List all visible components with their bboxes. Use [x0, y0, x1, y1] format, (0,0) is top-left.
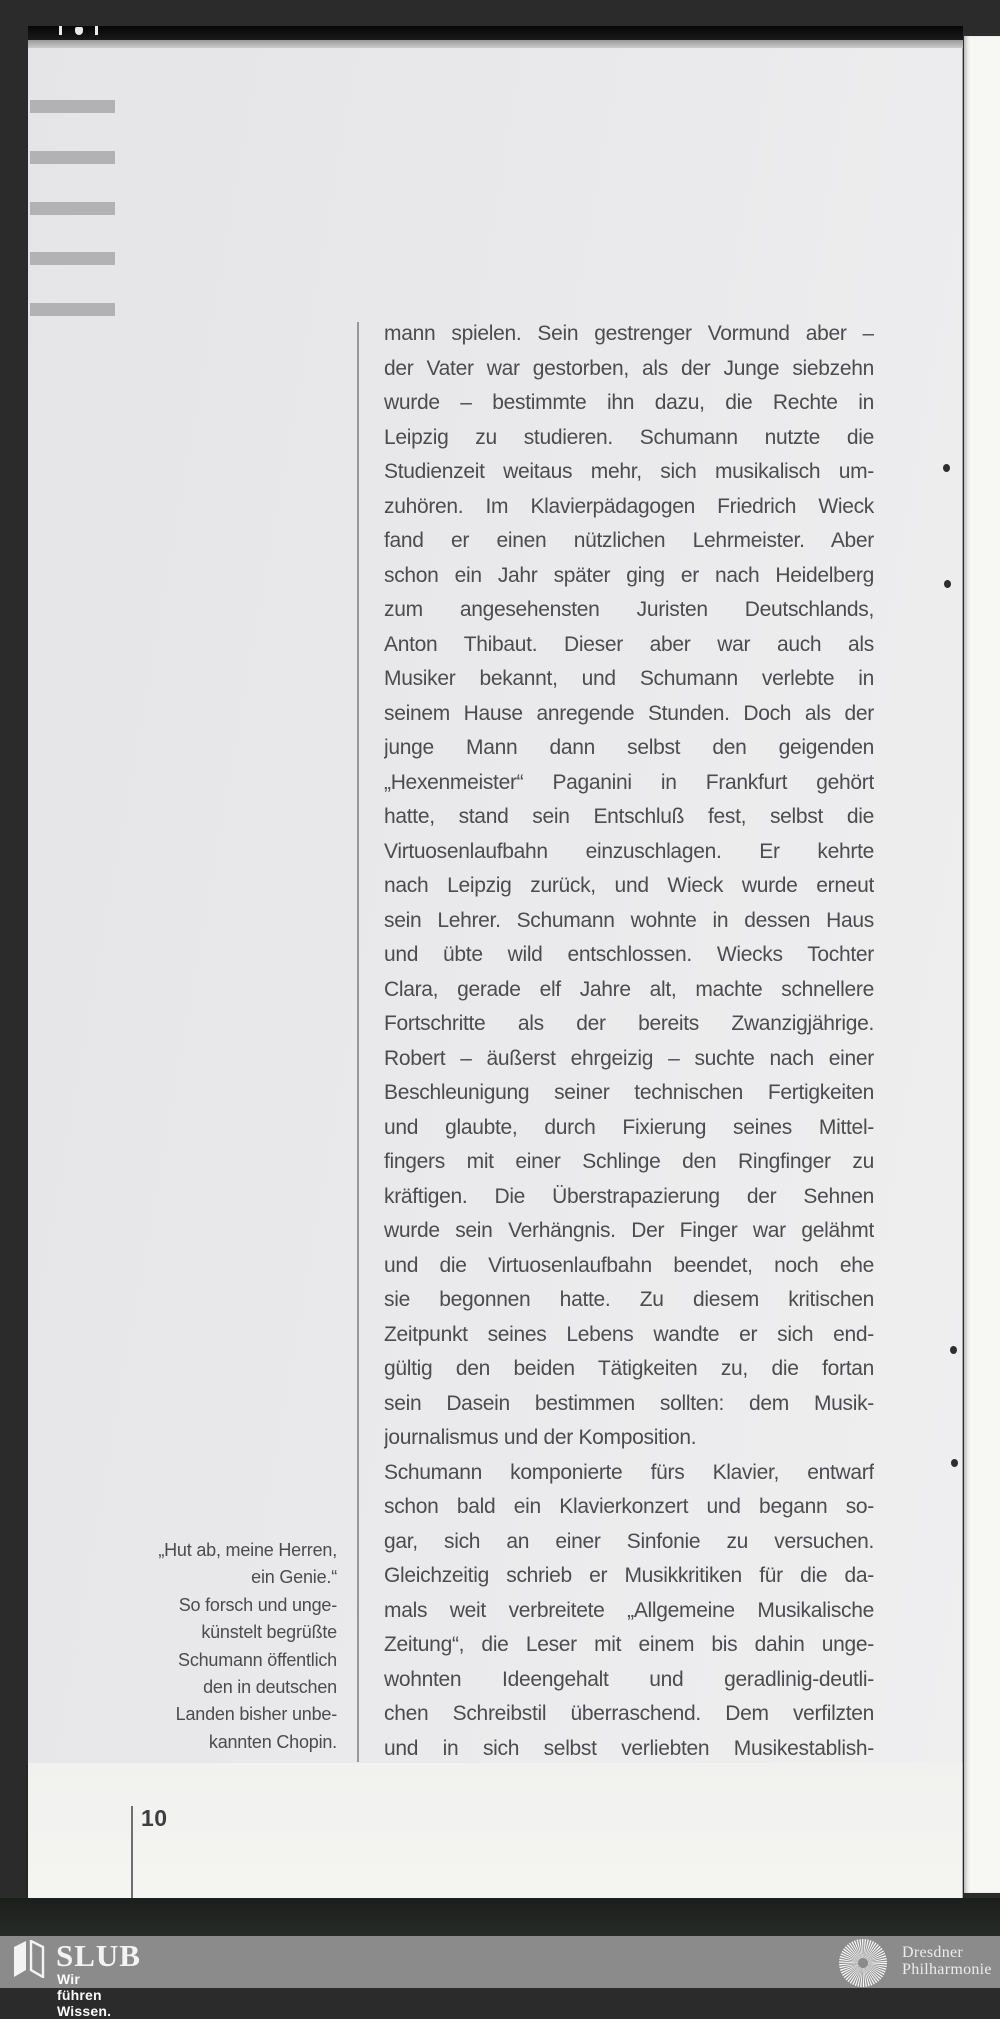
slub-tagline: Wir führen Wissen.	[57, 1971, 112, 2019]
philharmonie-label	[902, 1944, 992, 1978]
text-line: zum angesehensten Juristen Deutschlands,	[384, 598, 874, 621]
text-line: Virtuosenlaufbahn einzuschlagen. Er kehrte	[384, 839, 874, 863]
text-line: sein Lehrer. Schumann wohnte in dessen Haus	[384, 908, 874, 932]
text-line: Gleichzeitig schrieb er Musikkritiken für die da-	[384, 1564, 874, 1587]
text-line: fand er einen nützlichen Lehrmeister. Aber	[384, 529, 874, 552]
text-line: mann spielen. Sein gestrenger Vormund aber –	[384, 322, 874, 345]
margin-note-line: den in deutschen	[203, 1676, 337, 1697]
page-number: 10	[141, 1805, 168, 1831]
top-edge-mark	[95, 26, 98, 35]
margin-note-line: künstelt begrüßte	[201, 1622, 337, 1643]
column-rule	[357, 322, 359, 1762]
page-stack-top-edge	[28, 26, 963, 40]
open-book-icon	[13, 1940, 45, 1983]
registration-bar	[30, 202, 115, 215]
top-edge-mark	[59, 26, 62, 35]
main-text-column	[384, 317, 874, 1766]
text-line: und glaubte, durch Fixierung seines Mittel-	[384, 1115, 874, 1139]
text-line: zuhören. Im Klavierpädagogen Friedrich Wieck	[384, 494, 874, 518]
margin-note-line: „Hut ab, meine Herren,	[158, 1540, 337, 1560]
margin-note-line: ein Genie.“	[251, 1567, 337, 1588]
text-line: Musiker bekannt, und Schumann verlebte in	[384, 667, 874, 690]
text-line: schon ein Jahr später ging er nach Heidelberg	[384, 563, 874, 587]
text-line: und die Virtuosenlaufbahn beendet, noch ehe	[384, 1253, 874, 1277]
registration-bar	[30, 100, 115, 113]
text-line: nach Leipzig zurück, und Wieck wurde erneut	[384, 874, 874, 897]
text-line: Zeitung“, die Leser mit einem bis dahin unge-	[384, 1633, 874, 1656]
registration-bar	[30, 151, 115, 164]
page-bottom-margin	[28, 1763, 963, 1899]
page-top-shadow	[28, 40, 963, 48]
text-line: sie begonnen hatte. Zu diesem kritischen	[384, 1288, 874, 1311]
margin-note	[95, 1537, 337, 1756]
text-line: wohnten Ideengehalt und geradlinig-deutli-	[384, 1667, 874, 1691]
text-line: mals weit verbreitete „Allgemeine Musikalische	[384, 1598, 874, 1622]
binding-hole-dot	[950, 1346, 957, 1354]
text-line: und in sich selbst verliebten Musikestablish-	[384, 1736, 874, 1760]
text-line: Leipzig zu studieren. Schumann nutzte die	[384, 425, 874, 449]
text-line: junge Mann dann selbst den geigenden	[384, 736, 874, 759]
text-line: wurde – bestimmte ihn dazu, die Rechte in	[384, 391, 874, 414]
text-line: Fortschritte als der bereits Zwanzigjährige.	[384, 1012, 874, 1035]
philharmonie-line2: Philharmonie	[902, 1961, 992, 1978]
text-line: Zeitpunkt seines Lebens wandte er sich end-	[384, 1322, 874, 1346]
text-line: schon bald ein Klavierkonzert und begann so-	[384, 1495, 874, 1518]
page-number-rule	[131, 1806, 133, 1901]
text-line: hatte, stand sein Entschluß fest, selbst die	[384, 805, 874, 828]
page-fore-edge	[964, 36, 1000, 1893]
text-line: Schumann komponierte fürs Klavier, entwarf	[384, 1460, 874, 1484]
margin-note-line: Schumann öffentlich	[178, 1649, 337, 1670]
text-line: Anton Thibaut. Dieser aber war auch als	[384, 632, 874, 656]
text-line: sein Dasein bestimmen sollten: dem Musik-	[384, 1391, 874, 1415]
text-line: und übte wild entschlossen. Wiecks Tochter	[384, 943, 874, 966]
binding-hole-dot	[951, 1459, 958, 1467]
text-line: Clara, gerade elf Jahre alt, machte schnellere	[384, 977, 874, 1001]
text-line: gültig den beiden Tätigkeiten zu, die fortan	[384, 1357, 874, 1380]
philharmonie-line1: Dresdner	[902, 1944, 964, 1961]
text-line: journalismus und der Komposition.	[384, 1426, 697, 1449]
text-line: fingers mit einer Schlinge den Ringfinger zu	[384, 1150, 874, 1173]
text-line: „Hexenmeister“ Paganini in Frankfurt gehört	[384, 770, 874, 794]
margin-note-line: Landen bisher unbe-	[175, 1704, 337, 1725]
binding-hole-dot	[944, 580, 951, 588]
binding-hole-dot	[943, 464, 950, 472]
text-line: kräftigen. Die Überstrapazierung der Sehnen	[384, 1184, 874, 1208]
footer-dark-strip	[0, 1898, 1000, 1936]
text-line: Robert – äußerst ehrgeizig – suchte nach einer	[384, 1046, 874, 1070]
registration-bar	[30, 252, 115, 265]
text-line: seinem Hause anregende Stunden. Doch als der	[384, 701, 874, 725]
text-line: gar, sich an einer Sinfonie zu versuchen.	[384, 1529, 874, 1553]
registration-bar	[30, 303, 115, 316]
text-line: der Vater war gestorben, als der Junge siebzehn	[384, 356, 874, 380]
text-line: Beschleunigung seiner technischen Fertigkeiten	[384, 1081, 874, 1104]
text-line: wurde sein Verhängnis. Der Finger war gelähmt	[384, 1219, 874, 1242]
text-line: Studienzeit weitaus mehr, sich musikalisch um-	[384, 460, 874, 483]
text-line: chen Schreibstil überraschend. Dem verfilzten	[384, 1702, 874, 1725]
margin-note-line: So forsch und unge-	[178, 1594, 337, 1615]
top-edge-mark	[75, 27, 83, 35]
slub-wordmark: SLUB	[56, 1938, 141, 1973]
margin-note-line: kannten Chopin.	[208, 1731, 337, 1752]
starburst-icon	[837, 1937, 889, 1994]
